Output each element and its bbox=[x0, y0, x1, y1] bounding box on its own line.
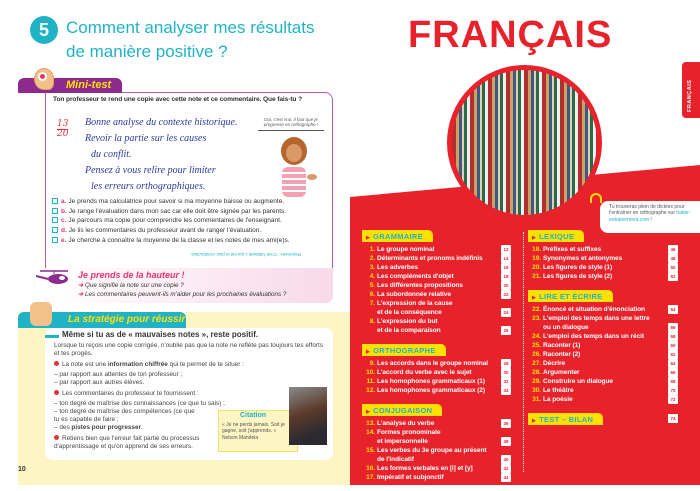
item-number: 9. bbox=[369, 360, 375, 367]
item-title: L'analyse du verbe bbox=[377, 420, 435, 427]
headphones-icon bbox=[590, 193, 602, 203]
toc-item[interactable] bbox=[362, 359, 514, 368]
item-number: 25. bbox=[532, 342, 541, 349]
toc-item[interactable] bbox=[362, 263, 514, 272]
bullet-icon bbox=[54, 435, 59, 440]
bold-text: information chiffrée bbox=[107, 361, 168, 369]
item-title: Les figures de style (2) bbox=[543, 273, 613, 280]
strategy-label: La stratégie pour réussir bbox=[68, 314, 186, 325]
sub-item: – ton degré de maîtrise des compétences (ce que bbox=[54, 407, 195, 415]
checkbox[interactable] bbox=[52, 227, 58, 233]
toc-section bbox=[362, 344, 514, 395]
text: . bbox=[141, 423, 143, 431]
item-title: La subordonnée relative bbox=[377, 291, 451, 298]
bookshelf-photo bbox=[447, 65, 602, 220]
text: La note est une bbox=[62, 361, 108, 369]
page-number: 72 bbox=[668, 395, 678, 404]
text: Les commentaires du professeur te fournissent : bbox=[62, 389, 199, 397]
item-title: Construire un dialogue bbox=[543, 378, 613, 385]
item-title: L'expression de la cause bbox=[377, 300, 453, 307]
triangle-icon: ▶ bbox=[532, 234, 537, 241]
section-title: ORTHOGRAPHE bbox=[373, 345, 436, 355]
item-title: Raconter (2) bbox=[543, 351, 581, 358]
toc-item[interactable] bbox=[528, 395, 680, 404]
comment-line: du conflit. bbox=[91, 149, 132, 160]
item-title: Déterminants et pronoms indéfinis bbox=[377, 255, 483, 262]
section-badge bbox=[362, 230, 433, 242]
item-title: Argumenter bbox=[543, 369, 580, 376]
teacher-comment bbox=[85, 115, 237, 195]
section-title: GRAMMAIRE bbox=[373, 231, 423, 241]
toc-item[interactable] bbox=[362, 464, 514, 473]
item-title: L'accord du verbe avec le sujet bbox=[377, 369, 472, 376]
item-title: Les verbes du 3e groupe au présent bbox=[377, 447, 487, 454]
item-number: 6. bbox=[369, 291, 375, 298]
comment-line: les erreurs orthographiques. bbox=[91, 181, 206, 192]
triangle-icon: ▶ bbox=[366, 408, 371, 415]
girl-illustration bbox=[272, 135, 317, 197]
toc-item[interactable] bbox=[362, 281, 514, 290]
item-number: 14. bbox=[366, 429, 375, 436]
item-title: Le théâtre bbox=[543, 387, 574, 394]
hauteur-question bbox=[78, 290, 286, 299]
page-number: 58 bbox=[668, 332, 678, 341]
grade bbox=[57, 120, 68, 139]
toc-section bbox=[528, 290, 680, 404]
choice-item[interactable] bbox=[52, 207, 290, 217]
item-number: 29. bbox=[532, 378, 541, 385]
section-title: TEST – BILAN bbox=[539, 414, 594, 424]
subject-title: FRANÇAIS bbox=[408, 14, 613, 56]
page-number: 60 bbox=[668, 341, 678, 350]
comment-line: Revoir la partie sur les causes bbox=[85, 133, 207, 144]
toc-item[interactable] bbox=[362, 419, 514, 428]
item-title: Les différentes propositions bbox=[377, 282, 463, 289]
item-number: 5. bbox=[369, 282, 375, 289]
item-title: Les adverbes bbox=[377, 264, 418, 271]
choice-letter: d. bbox=[61, 227, 67, 235]
item-title: La poésie bbox=[543, 396, 573, 403]
mandela-photo bbox=[289, 387, 327, 445]
answer-upside-down: Réponses : C'est l'attitude c qui est la plus constructive. bbox=[190, 252, 301, 257]
sub-item: tu es capable de faire ; bbox=[54, 415, 119, 423]
item-number: 10. bbox=[366, 369, 375, 376]
speech-bubble: Oui, c'est vrai, il faut que je progresse en orthographe ! bbox=[258, 117, 324, 131]
choice-letter: a. bbox=[61, 198, 67, 205]
toc-section bbox=[362, 230, 514, 335]
item-title: Raconter (1) bbox=[543, 342, 581, 349]
item-title: Les accords dans le groupe nominal bbox=[377, 360, 488, 367]
item-title: Impératif et subjonctif bbox=[377, 474, 444, 481]
item-title: L'emploi des temps dans une lettre bbox=[543, 315, 650, 322]
toc-section bbox=[362, 404, 514, 482]
page-number: 70 bbox=[668, 386, 678, 395]
text: Tu trouveras plein de dictées pour t'entraîner en orthographe sur bbox=[609, 204, 685, 217]
item-number: 4. bbox=[369, 273, 375, 280]
page-number: 30 bbox=[501, 368, 511, 377]
left-page bbox=[0, 0, 350, 485]
toc-item[interactable] bbox=[362, 377, 514, 386]
checkbox[interactable] bbox=[52, 217, 58, 223]
toc-item[interactable] bbox=[528, 314, 680, 332]
item-title-cont: ou un dialogue bbox=[543, 324, 589, 331]
item-title: Synonymes et antonymes bbox=[543, 255, 623, 262]
toc-item[interactable] bbox=[528, 359, 680, 368]
page-number: 62 bbox=[668, 350, 678, 359]
toc-item[interactable] bbox=[362, 386, 514, 395]
choice-list bbox=[52, 197, 290, 246]
item-number: 18. bbox=[532, 246, 541, 253]
item-number: 11. bbox=[366, 378, 375, 385]
toc-item[interactable] bbox=[528, 341, 680, 350]
comment-line: Bonne analyse du contexte historique. bbox=[85, 117, 238, 128]
choice-item[interactable] bbox=[52, 216, 290, 226]
hauteur-question bbox=[78, 281, 286, 290]
item-title-cont: et de la comparaison bbox=[377, 327, 441, 334]
choice-item[interactable] bbox=[52, 226, 290, 236]
citation-text: « Je ne perds jamais. Soit je gagne, soit j'apprends. » Nelson Mandela bbox=[222, 422, 285, 441]
section-badge bbox=[528, 290, 613, 302]
choice-text: Je parcours ma copie pour comprendre les commentaires de l'enseignant. bbox=[68, 217, 282, 225]
page-title bbox=[66, 16, 314, 64]
page-number: 22 bbox=[501, 290, 511, 299]
helicopter-icon bbox=[36, 270, 74, 284]
item-number: 8. bbox=[369, 318, 375, 325]
section-badge bbox=[528, 413, 676, 425]
point-2 bbox=[54, 390, 324, 398]
item-title: Les formes verbales en [i] et [y] bbox=[377, 465, 473, 472]
arrow-icon: ➔ bbox=[78, 282, 86, 289]
heading-bar bbox=[45, 335, 59, 338]
arrow-icon: ➔ bbox=[78, 291, 86, 298]
side-tab[interactable] bbox=[682, 62, 700, 118]
item-title: Les compléments d'objet bbox=[377, 273, 454, 280]
point-1 bbox=[54, 361, 324, 369]
toc-item[interactable] bbox=[528, 254, 680, 263]
item-title: L'emploi des temps dans un récit bbox=[543, 333, 644, 340]
mini-test-question: Ton professeur te rend une copie avec cette note et ce commentaire. Que fais-tu ? bbox=[53, 96, 303, 103]
chapter-number: 5 bbox=[30, 16, 58, 44]
section-badge bbox=[362, 404, 442, 416]
strategy-heading: Même si tu as de « mauvaises notes », reste positif. bbox=[62, 330, 259, 339]
section-badge bbox=[528, 230, 584, 242]
item-number: 24. bbox=[532, 333, 541, 340]
item-number: 22. bbox=[532, 306, 541, 313]
item-title-cont: et de la conséquence bbox=[377, 309, 442, 316]
sub-item: – par rapport aux attentes de ton professeur ; bbox=[54, 370, 183, 378]
toc-section bbox=[528, 230, 680, 281]
checkbox[interactable] bbox=[52, 208, 58, 214]
item-number: 12. bbox=[366, 387, 375, 394]
toc-right-column bbox=[528, 230, 680, 437]
choice-letter: b. bbox=[61, 207, 67, 215]
page-number: 56 bbox=[668, 323, 678, 332]
bullet-icon bbox=[54, 390, 59, 395]
choice-text: Je cherche à connaître la moyenne de la classe et les notes de mes ami(e)s. bbox=[68, 236, 290, 244]
item-title: L'expression du but bbox=[377, 318, 438, 325]
item-number: 1. bbox=[369, 246, 375, 253]
question-text: Les commentaires peuvent-ils m'aider pour les prochaines évaluations ? bbox=[85, 291, 287, 298]
page-number: 48 bbox=[668, 254, 678, 263]
triangle-icon: ▶ bbox=[366, 348, 371, 355]
bold-text: pistes pour progresser bbox=[71, 423, 142, 431]
page-number: 24 bbox=[501, 308, 511, 317]
page-number: 28 bbox=[501, 359, 511, 368]
page-number: 46 bbox=[668, 245, 678, 254]
page-number: 36 bbox=[501, 419, 511, 428]
item-number: 19. bbox=[532, 255, 541, 262]
title-line: Comment analyser mes résultats bbox=[66, 18, 315, 37]
sub-item: – ton degré de maîtrise des connaissances (ce que tu sais) ; bbox=[54, 399, 225, 407]
page-number: 66 bbox=[668, 368, 678, 377]
website-link[interactable]: hatier-entrainement.com bbox=[609, 210, 691, 223]
hauteur-title: Je prends de la hauteur ! bbox=[78, 270, 185, 280]
column-divider bbox=[523, 232, 524, 472]
page-number: 18 bbox=[501, 272, 511, 281]
page-number: 10 bbox=[18, 466, 26, 473]
page-number: 40 bbox=[501, 455, 511, 464]
item-number: 31. bbox=[532, 396, 541, 403]
toc-item[interactable] bbox=[528, 245, 680, 254]
item-title: Énoncé et situation d'énonciation bbox=[543, 306, 645, 313]
section-title: CONJUGAISON bbox=[373, 405, 433, 415]
choice-letter: e. bbox=[61, 236, 67, 244]
item-title: Préfixes et suffixes bbox=[543, 246, 602, 253]
toc-item[interactable] bbox=[528, 368, 680, 377]
toc-item[interactable] bbox=[528, 377, 680, 386]
item-number: 3. bbox=[369, 264, 375, 271]
toc-item[interactable] bbox=[362, 317, 514, 335]
toc-item[interactable] bbox=[362, 290, 514, 299]
page-number: 74 bbox=[668, 414, 678, 423]
item-number: 21. bbox=[532, 273, 541, 280]
item-title: Formes pronominale bbox=[377, 429, 441, 436]
text: qui te permet de te situer : bbox=[167, 361, 244, 369]
toc-item[interactable] bbox=[528, 305, 680, 314]
page-number: 32 bbox=[501, 377, 511, 386]
toc-item[interactable] bbox=[362, 299, 514, 317]
toc-item[interactable] bbox=[362, 473, 514, 482]
section-title: LIRE ET ÉCRIRE bbox=[539, 291, 603, 301]
section-title: LEXIQUE bbox=[539, 231, 575, 241]
item-number: 20. bbox=[532, 264, 541, 271]
page-number: 34 bbox=[501, 386, 511, 395]
item-number: 28. bbox=[532, 369, 541, 376]
toc-item[interactable] bbox=[362, 254, 514, 263]
page-number: 16 bbox=[501, 263, 511, 272]
checkbox[interactable] bbox=[52, 198, 58, 204]
grade-top: 13 bbox=[57, 119, 69, 129]
triangle-icon: ▶ bbox=[532, 294, 537, 301]
gear-icon bbox=[38, 72, 47, 81]
item-number: 26. bbox=[532, 351, 541, 358]
citation-label: Citation bbox=[240, 412, 267, 419]
toc-item[interactable] bbox=[362, 245, 514, 254]
page-number: 20 bbox=[501, 281, 511, 290]
text: Retiens bien que l'erreur fait partie du processus d'apprentissage et qu'on apprend de ses erreurs. bbox=[54, 434, 200, 451]
triangle-icon: ▶ bbox=[366, 234, 371, 241]
page-number: 26 bbox=[501, 326, 511, 335]
page-number: 44 bbox=[501, 473, 511, 482]
hand-check-icon bbox=[30, 302, 52, 326]
item-number: 23. bbox=[532, 315, 541, 322]
item-number: 2. bbox=[369, 255, 375, 262]
page-number: 68 bbox=[668, 377, 678, 386]
checkbox[interactable] bbox=[52, 237, 58, 243]
point-3 bbox=[54, 435, 209, 451]
question-text: Que signifie la note sur une copie ? bbox=[85, 282, 184, 289]
mini-test-label: Mini-test bbox=[66, 79, 112, 91]
page-number: 50 bbox=[668, 263, 678, 272]
item-title-cont: et impersonnelle bbox=[377, 438, 428, 445]
page-number: 52 bbox=[668, 272, 678, 281]
item-number: 30. bbox=[532, 387, 541, 394]
page-number: 38 bbox=[501, 437, 511, 446]
page-number: 64 bbox=[668, 359, 678, 368]
dictation-text bbox=[609, 204, 697, 223]
section-badge bbox=[362, 344, 446, 356]
page-number: 54 bbox=[668, 305, 678, 314]
toc-section bbox=[528, 413, 680, 428]
toc-item[interactable] bbox=[362, 428, 514, 446]
item-title: Le groupe nominal bbox=[377, 246, 435, 253]
intro-text: Lorsque tu reçois une copie corrigée, n'oublie pas que la note ne reflète pas toujours tes efforts et tes progès. bbox=[54, 342, 323, 358]
sub-item: – par rapport aux autres élèves. bbox=[54, 378, 145, 386]
toc-item[interactable] bbox=[528, 332, 680, 341]
title-line: de manière positive ? bbox=[66, 42, 228, 61]
toc-item[interactable] bbox=[528, 350, 680, 359]
item-number: 16. bbox=[366, 465, 375, 472]
comment-line: Pensez à vous relire pour limiter bbox=[85, 165, 216, 176]
page-number: 14 bbox=[501, 254, 511, 263]
page-number: 12 bbox=[501, 245, 511, 254]
item-title-cont: de l'indicatif bbox=[377, 456, 414, 463]
text: ! bbox=[649, 216, 652, 223]
item-number: 13. bbox=[366, 420, 375, 427]
item-number: 15. bbox=[366, 447, 375, 454]
choice-text: Je range l'évaluation dans mon sac car elle doit être signée par les parents. bbox=[68, 207, 287, 215]
toc-item[interactable] bbox=[362, 446, 514, 464]
item-number: 17. bbox=[366, 474, 375, 481]
triangle-icon: ▶ bbox=[532, 417, 537, 424]
item-title: Les homophones grammaticaux (2) bbox=[377, 387, 485, 394]
item-title: Les figures de style (1) bbox=[543, 264, 613, 271]
grade-bottom: 20 bbox=[57, 129, 69, 139]
toc-left-column bbox=[362, 230, 514, 491]
toc-item[interactable] bbox=[528, 263, 680, 272]
text: – des bbox=[54, 423, 72, 431]
choice-item[interactable] bbox=[52, 236, 290, 246]
item-title: Les homophones grammaticaux (1) bbox=[377, 378, 485, 385]
choice-text: Je lis les commentaires du professeur avant de ranger l'évaluation. bbox=[68, 227, 262, 235]
toc-item[interactable] bbox=[362, 368, 514, 377]
bullet-icon bbox=[54, 361, 59, 366]
toc-item[interactable] bbox=[528, 272, 680, 281]
choice-item[interactable] bbox=[52, 197, 290, 207]
side-tab-label: FRANÇAIS bbox=[687, 79, 693, 112]
page-number: 42 bbox=[501, 464, 511, 473]
toc-item[interactable] bbox=[362, 272, 514, 281]
choice-text: Je prends ma calculatrice pour savoir si ma moyenne baisse ou augmente. bbox=[68, 198, 285, 205]
item-title: Décrire bbox=[543, 360, 566, 367]
item-number: 27. bbox=[532, 360, 541, 367]
toc-item[interactable] bbox=[528, 386, 680, 395]
choice-letter: c. bbox=[61, 217, 67, 225]
item-number: 7. bbox=[369, 300, 375, 307]
hauteur-questions bbox=[78, 281, 286, 299]
